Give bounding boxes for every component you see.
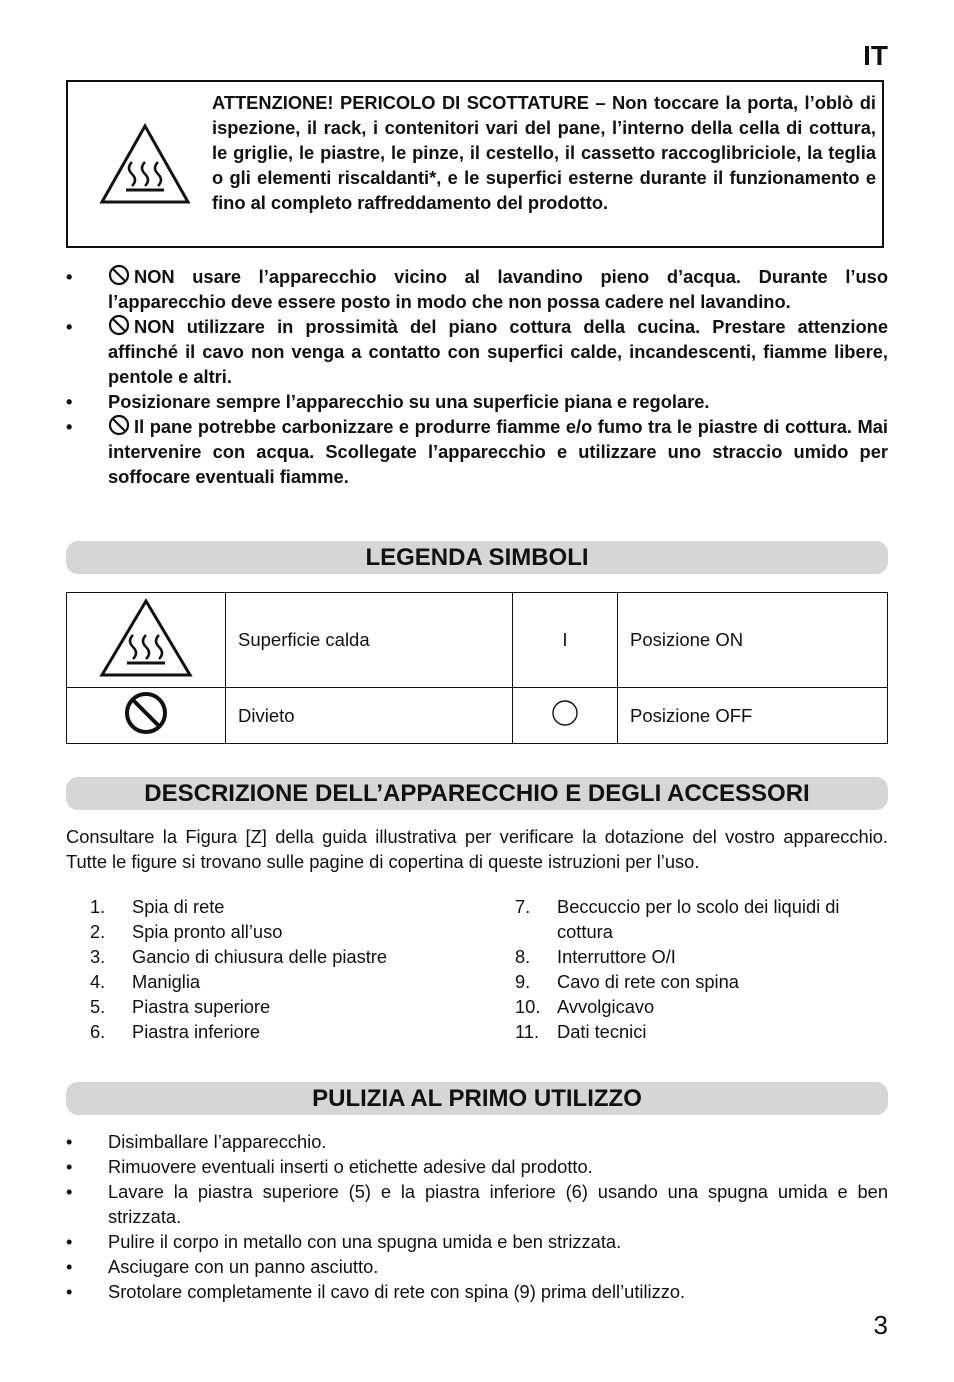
prohibition-icon bbox=[108, 414, 130, 436]
item-label: Cavo di rete con spina bbox=[557, 971, 739, 992]
bullet-text: Rimuovere eventuali inserti o etichette adesive dal prodotto. bbox=[108, 1156, 593, 1177]
item-number: 11. bbox=[515, 1021, 540, 1042]
legend-cell-icon bbox=[67, 593, 226, 688]
bullet-dot: • bbox=[66, 1281, 73, 1302]
item-number: 3. bbox=[90, 946, 106, 967]
cleaning-heading: PULIZIA AL PRIMO UTILIZZO bbox=[66, 1082, 888, 1115]
item-label: Dati tecnici bbox=[557, 1021, 647, 1042]
bullet-dot: • bbox=[66, 316, 73, 337]
list-item bbox=[90, 1019, 470, 1044]
bullet-text: Posizionare sempre l’apparecchio su una superficie piana e regolare. bbox=[108, 391, 710, 412]
bullet-dot: • bbox=[66, 1131, 73, 1152]
bullet-text: NON utilizzare in prossimità del piano cottura della cucina. Prestare attenzione affinché il cavo non venga a contatto con superfici calde, incandescenti, fiamme libere, pentole e altri. bbox=[108, 316, 888, 387]
legend-cell-icon bbox=[67, 688, 226, 744]
item-label: Avvolgicavo bbox=[557, 996, 655, 1017]
legend-label: Superficie calda bbox=[226, 593, 513, 688]
item-label: Beccuccio per lo scolo dei liquidi di cottura bbox=[557, 896, 840, 942]
item-number: 4. bbox=[90, 971, 106, 992]
cleaning-list bbox=[66, 1129, 888, 1304]
table-row bbox=[67, 688, 888, 744]
list-item bbox=[66, 1279, 888, 1304]
list-item bbox=[66, 1254, 888, 1279]
legend-label: Divieto bbox=[226, 688, 513, 744]
bullet-text: Srotolare completamente il cavo di rete con spina (9) prima dell’utilizzo. bbox=[108, 1281, 686, 1302]
item-number: 9. bbox=[515, 971, 531, 992]
list-item bbox=[515, 969, 890, 994]
legend-label: Posizione OFF bbox=[618, 688, 888, 744]
item-number: 7. bbox=[515, 896, 531, 917]
item-label: Maniglia bbox=[132, 971, 201, 992]
warning-box bbox=[66, 80, 884, 248]
list-item bbox=[66, 1154, 888, 1179]
item-number: 6. bbox=[90, 1021, 106, 1042]
language-label: IT bbox=[863, 40, 888, 71]
list-item bbox=[66, 414, 888, 489]
list-item bbox=[90, 944, 470, 969]
list-item bbox=[90, 969, 470, 994]
bullet-dot: • bbox=[66, 1231, 73, 1252]
item-number: 10. bbox=[515, 996, 541, 1017]
bullet-text: Disimballare l’apparecchio. bbox=[108, 1131, 327, 1152]
prohibition-icon bbox=[123, 690, 169, 736]
item-label: Piastra inferiore bbox=[132, 1021, 261, 1042]
item-number: 5. bbox=[90, 996, 106, 1017]
bullet-dot: • bbox=[66, 1181, 73, 1202]
prohibition-icon bbox=[108, 264, 130, 286]
bullet-dot: • bbox=[66, 391, 73, 412]
list-item bbox=[515, 894, 890, 944]
prohibition-icon bbox=[108, 314, 130, 336]
warning-text: ATTENZIONE! PERICOLO DI SCOTTATURE – Non toccare la porta, l’oblò di ispezione, il rack, i contenitori vari del pane, l’interno della cella di cottura, le griglie, le piastre, le pinze, il cestello, il cassetto raccoglibriciole, la teglia o gli elementi riscaldanti*, e le superfici esterne durante il funzionamento e fino al completo raffreddamento del prodotto. bbox=[212, 92, 876, 213]
item-label: Spia di rete bbox=[132, 896, 225, 917]
on-symbol: I bbox=[513, 593, 618, 688]
bullet-dot: • bbox=[66, 1256, 73, 1277]
list-item bbox=[66, 389, 888, 414]
item-number: 8. bbox=[515, 946, 531, 967]
bullet-dot: • bbox=[66, 266, 73, 287]
list-item bbox=[515, 994, 890, 1019]
legend-label: Posizione ON bbox=[618, 593, 888, 688]
bullet-text: NON usare l’apparecchio vicino al lavandino pieno d’acqua. Durante l’uso l’apparecchio deve essere posto in modo che non possa cadere nel lavandino. bbox=[108, 266, 888, 312]
page-number: 3 bbox=[873, 1310, 888, 1340]
item-number: 2. bbox=[90, 921, 106, 942]
legend-cell-icon bbox=[513, 688, 618, 744]
parts-list-left bbox=[90, 894, 470, 1044]
bullet-text: Pulire il corpo in metallo con una spugna umida e ben strizzata. bbox=[108, 1231, 622, 1252]
list-item bbox=[515, 944, 890, 969]
list-item bbox=[66, 1229, 888, 1254]
parts-list-right bbox=[515, 894, 890, 1044]
safety-bullet-list bbox=[66, 264, 888, 489]
item-label: Gancio di chiusura delle piastre bbox=[132, 946, 388, 967]
bullet-text: Lavare la piastra superiore (5) e la piastra inferiore (6) usando una spugna umida e ben strizzata. bbox=[108, 1181, 888, 1227]
list-item bbox=[90, 994, 470, 1019]
hot-surface-icon bbox=[98, 597, 194, 679]
list-item bbox=[66, 1179, 888, 1229]
bullet-text: Asciugare con un panno asciutto. bbox=[108, 1256, 379, 1277]
bullet-text: Il pane potrebbe carbonizzare e produrre fiamme e/o fumo tra le piastre di cottura. Mai intervenire con acqua. Scollegate l’apparecchio e utilizzare uno straccio umido per soffocare eventuali fiamme. bbox=[108, 416, 888, 487]
bullet-dot: • bbox=[66, 416, 73, 437]
list-item bbox=[515, 1019, 890, 1044]
legend-heading: LEGENDA SIMBOLI bbox=[66, 541, 888, 574]
table-row bbox=[67, 593, 888, 688]
bullet-dot: • bbox=[66, 1156, 73, 1177]
legend-table bbox=[66, 592, 888, 744]
item-number: 1. bbox=[90, 896, 106, 917]
description-heading: DESCRIZIONE DELL’APPARECCHIO E DEGLI ACCESSORI bbox=[66, 777, 888, 810]
list-item bbox=[66, 314, 888, 389]
list-item bbox=[66, 264, 888, 314]
off-circle-icon bbox=[551, 699, 579, 727]
item-label: Interruttore O/I bbox=[557, 946, 676, 967]
list-item bbox=[90, 919, 470, 944]
hot-surface-warning-icon bbox=[98, 122, 192, 206]
list-item bbox=[66, 1129, 888, 1154]
description-intro: Consultare la Figura [Z] della guida illustrativa per verificare la dotazione del vostro apparecchio. Tutte le figure si trovano sulle pagine di copertina di queste istruzioni per l’uso. bbox=[66, 826, 888, 872]
item-label: Spia pronto all’uso bbox=[132, 921, 283, 942]
list-item bbox=[90, 894, 470, 919]
item-label: Piastra superiore bbox=[132, 996, 271, 1017]
